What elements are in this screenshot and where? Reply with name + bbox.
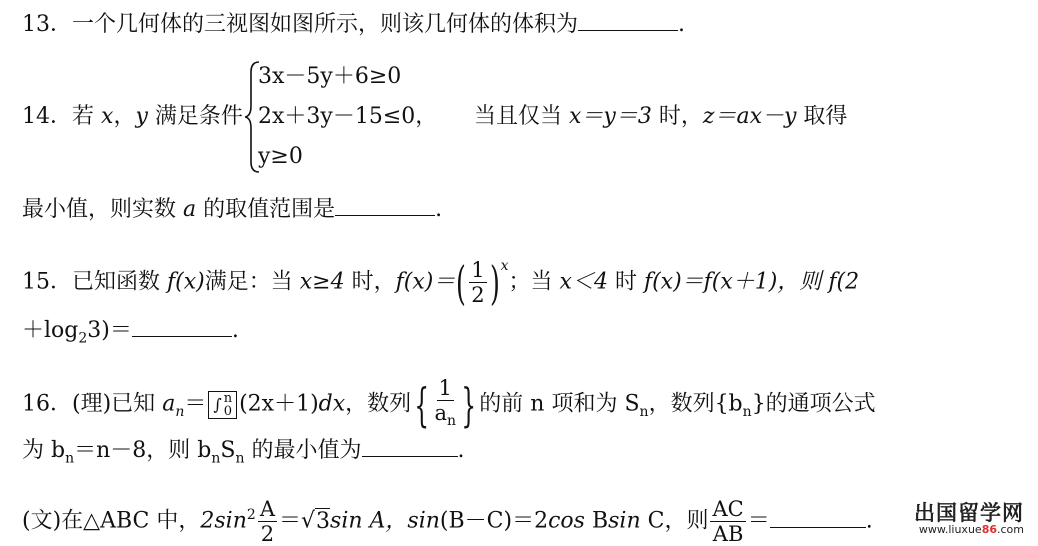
q16-line2-a: 为 b [22, 438, 66, 463]
q16-fraction [434, 376, 456, 433]
watermark-url-num: 86 [981, 523, 997, 536]
q15-log-base: 2 [78, 330, 88, 347]
q15-period: . [231, 318, 239, 343]
q15-tail: f(2 [828, 269, 860, 295]
wen-ratio-fraction [710, 497, 745, 546]
q14-get: 取得 [803, 104, 848, 129]
q15-time: 时， [351, 269, 396, 295]
q14-time: 时， [658, 104, 703, 129]
integral-lower: 0 [223, 403, 232, 419]
q16-tong: }的通项公式 [751, 391, 876, 417]
question-14-line1 [22, 103, 243, 131]
q14-mid: 当且仅当 [474, 104, 563, 129]
q13-answer-blank [578, 10, 678, 31]
wen-frac-num: A [259, 497, 275, 521]
wen-frac-AC: AC [712, 497, 744, 521]
wen-two: 2 [200, 508, 215, 534]
question-16-line2 [22, 436, 465, 472]
wen-half-fraction [258, 497, 277, 546]
watermark-title: 出国留学网 [914, 501, 1024, 525]
q15-recurrence: f(x)＝f(x＋1)，则 [643, 269, 822, 295]
right-brace-icon: } [461, 377, 476, 432]
wen-eq2: ＝ [747, 508, 770, 534]
q14-line2-text2: 的取值范围是 [203, 197, 336, 222]
q16-line2-bn-sub: n [65, 450, 75, 467]
integral-upper: n [223, 390, 233, 406]
q16-line2-sn-sub: n [235, 450, 245, 467]
q16-bn-sub: n [742, 403, 752, 420]
q16-frac-num: 1 [438, 376, 452, 400]
integral-icon: ∫ [213, 395, 222, 415]
q15-cond1: x≥4 [299, 269, 345, 295]
wen-frac-den: 2 [260, 522, 275, 546]
q14-var-y: y [135, 104, 148, 129]
wen-bc: (B－C)＝2 [439, 508, 549, 534]
question-13 [22, 10, 685, 39]
q15-fx: f(x) [167, 269, 205, 295]
wen-C: C，则 [647, 508, 709, 534]
q14-z: z＝ax－y [702, 104, 797, 129]
question-14-line1-right [474, 103, 847, 131]
wen-frac-AB: AB [712, 522, 744, 546]
watermark-url-post: .com [997, 523, 1024, 536]
q15-cond2: x＜4 [559, 269, 608, 295]
wen-text: 在△ABC 中， [61, 508, 201, 534]
wen-sin: sin [214, 508, 247, 534]
wen-sin2: sin [407, 508, 440, 534]
wen-sin3: sin [608, 508, 641, 534]
wen-B: B [591, 508, 609, 534]
q16-frac-den-sub: n [446, 413, 457, 430]
question-16-line1 [22, 376, 876, 433]
q15-text2: 满足：当 [204, 269, 293, 295]
q16-sn-sub: n [639, 403, 649, 420]
q16-frac-den-a: a [434, 401, 447, 425]
q16-line2-bn-sub2: n [211, 450, 221, 467]
q15-frac-num: 1 [471, 258, 485, 282]
wen-period: . [865, 508, 873, 534]
left-paren-icon: ( [456, 255, 467, 310]
wen-square: 2 [246, 507, 256, 524]
wen-sqrt3: 3 [316, 508, 331, 534]
q15-fx2: f(x)＝ [395, 269, 456, 295]
q14-condition-3: y≥0 [258, 144, 303, 169]
q16-li-label: (理) [72, 391, 112, 417]
q15-frac-den: 2 [471, 283, 485, 307]
watermark-url-pre: www.liuxue [918, 523, 982, 536]
q16-seq: ，数列 [345, 391, 412, 417]
q16-seq2: ，数列{b [648, 391, 743, 417]
q14-line2-text: 最小值，则实数 [22, 197, 177, 222]
q16-line2-c: S [220, 438, 236, 463]
q14-eq: x＝y＝3 [569, 104, 652, 129]
q13-period: . [678, 12, 686, 37]
left-brace-icon: { [414, 377, 430, 432]
q15-log: ＋log [22, 318, 79, 343]
q14-cond: 满足条件 [154, 104, 243, 129]
q14-period: . [435, 197, 443, 222]
wen-cos: cos [548, 508, 585, 534]
sqrt-icon: √ [301, 508, 316, 534]
q15-log-arg: 3)＝ [87, 318, 132, 343]
q16-line2-d: 的最小值为 [251, 438, 362, 463]
q14-condition-1: 3x－5y＋6≥0 [258, 64, 402, 89]
q15-answer-blank [132, 316, 232, 337]
q13-number: 13． [22, 12, 72, 37]
question-14-line2 [22, 195, 442, 224]
q14-comma: ， [113, 104, 136, 129]
integral-box [208, 391, 237, 419]
wen-answer-blank [770, 507, 866, 528]
wen-eq: ＝ [278, 508, 301, 534]
q16-number: 16． [22, 391, 72, 417]
wen-sinA: sin A， [330, 508, 408, 534]
q16-answer-blank [362, 436, 458, 457]
q16-a-sub: n [175, 403, 185, 420]
q16-dx: dx [318, 391, 346, 417]
q15-time2: 时 [614, 269, 637, 295]
q15-text: 已知函数 [72, 269, 161, 295]
q14-number: 14． [22, 104, 72, 129]
watermark [914, 502, 1024, 536]
question-15-line1 [22, 255, 860, 310]
q14-text: 若 [72, 104, 95, 129]
q16-frac-den [434, 401, 456, 433]
q13-text: 一个几何体的三视图如图所示，则该几何体的体积为 [72, 12, 579, 37]
q16-integrand: (2x＋1) [239, 391, 319, 417]
q16-line2-b: ＝n－8，则 b [74, 438, 212, 463]
q16-qian: 的前 n 项和为 S [479, 391, 640, 417]
watermark-url [914, 524, 1024, 536]
q16-a: a [162, 391, 176, 417]
q16-period: . [457, 438, 465, 463]
wen-label: (文) [22, 508, 62, 534]
q15-fraction [469, 258, 486, 307]
q16-known: 已知 [111, 391, 156, 417]
right-paren-icon: ) [489, 255, 500, 310]
q15-exponent: x [500, 258, 509, 275]
question-15-line2 [22, 316, 239, 352]
q16-eq: ＝ [184, 391, 207, 417]
question-wen [22, 497, 873, 546]
q14-answer-blank [335, 195, 435, 216]
q15-semi: ；当 [508, 269, 553, 295]
q14-condition-2: 2x＋3y－15≤0， [258, 104, 438, 129]
q14-var-x: x [101, 104, 114, 129]
q14-var-a: a [183, 197, 197, 222]
q15-number: 15． [22, 269, 72, 295]
